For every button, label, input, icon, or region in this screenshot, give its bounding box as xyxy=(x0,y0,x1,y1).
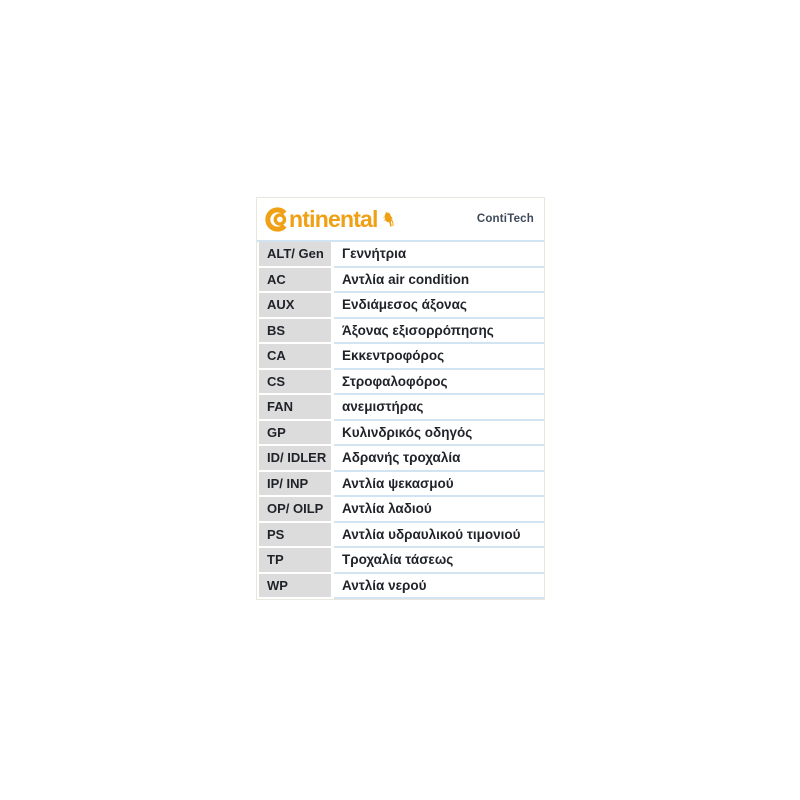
abbr-cell: IP/ INP xyxy=(259,472,331,498)
abbr-cell: ID/ IDLER xyxy=(259,446,331,472)
term-cell: Τροχαλία τάσεως xyxy=(334,548,544,574)
abbr-cell: GP xyxy=(259,421,331,447)
term-cell: Αντλία νερού xyxy=(334,574,544,600)
table-row xyxy=(257,548,544,574)
glossary-table xyxy=(257,242,544,599)
term-cell: Αντλία ψεκασμού xyxy=(334,472,544,498)
term-cell: Ενδιάμεσος άξονας xyxy=(334,293,544,319)
brand-header xyxy=(257,198,544,242)
abbr-cell: FAN xyxy=(259,395,331,421)
table-row xyxy=(257,446,544,472)
table-row xyxy=(257,395,544,421)
term-cell: Εκκεντροφόρος xyxy=(334,344,544,370)
term-cell: Αδρανής τροχαλία xyxy=(334,446,544,472)
contitech-logo-text: ContiTech xyxy=(476,213,534,225)
table-row xyxy=(257,574,544,600)
table-row xyxy=(257,293,544,319)
table-row xyxy=(257,523,544,549)
abbr-cell: AC xyxy=(259,268,331,294)
abbr-cell: ALT/ Gen xyxy=(259,242,331,268)
table-row xyxy=(257,344,544,370)
term-cell: Άξονας εξισορρόπησης xyxy=(334,319,544,345)
table-row xyxy=(257,497,544,523)
continental-logo-text: ntinental xyxy=(289,206,378,232)
horse-icon xyxy=(380,208,395,227)
continental-co-monogram-icon xyxy=(264,206,292,233)
term-cell: Αντλία υδραυλικού τιμονιού xyxy=(334,523,544,549)
term-cell: Γεννήτρια xyxy=(334,242,544,268)
abbr-cell: BS xyxy=(259,319,331,345)
table-row xyxy=(257,268,544,294)
abbr-cell: TP xyxy=(259,548,331,574)
abbr-cell: WP xyxy=(259,574,331,600)
table-row xyxy=(257,242,544,268)
term-cell: ανεμιστήρας xyxy=(334,395,544,421)
abbr-cell: AUX xyxy=(259,293,331,319)
table-row xyxy=(257,421,544,447)
term-cell: Αντλία λαδιού xyxy=(334,497,544,523)
glossary-card xyxy=(256,197,545,600)
term-cell: Στροφαλοφόρος xyxy=(334,370,544,396)
continental-logo xyxy=(264,206,395,233)
abbr-cell: OP/ OILP xyxy=(259,497,331,523)
table-row xyxy=(257,472,544,498)
abbr-cell: CA xyxy=(259,344,331,370)
abbr-cell: PS xyxy=(259,523,331,549)
table-row xyxy=(257,370,544,396)
abbr-cell: CS xyxy=(259,370,331,396)
term-cell: Κυλινδρικός οδηγός xyxy=(334,421,544,447)
term-cell: Αντλία air condition xyxy=(334,268,544,294)
table-row xyxy=(257,319,544,345)
